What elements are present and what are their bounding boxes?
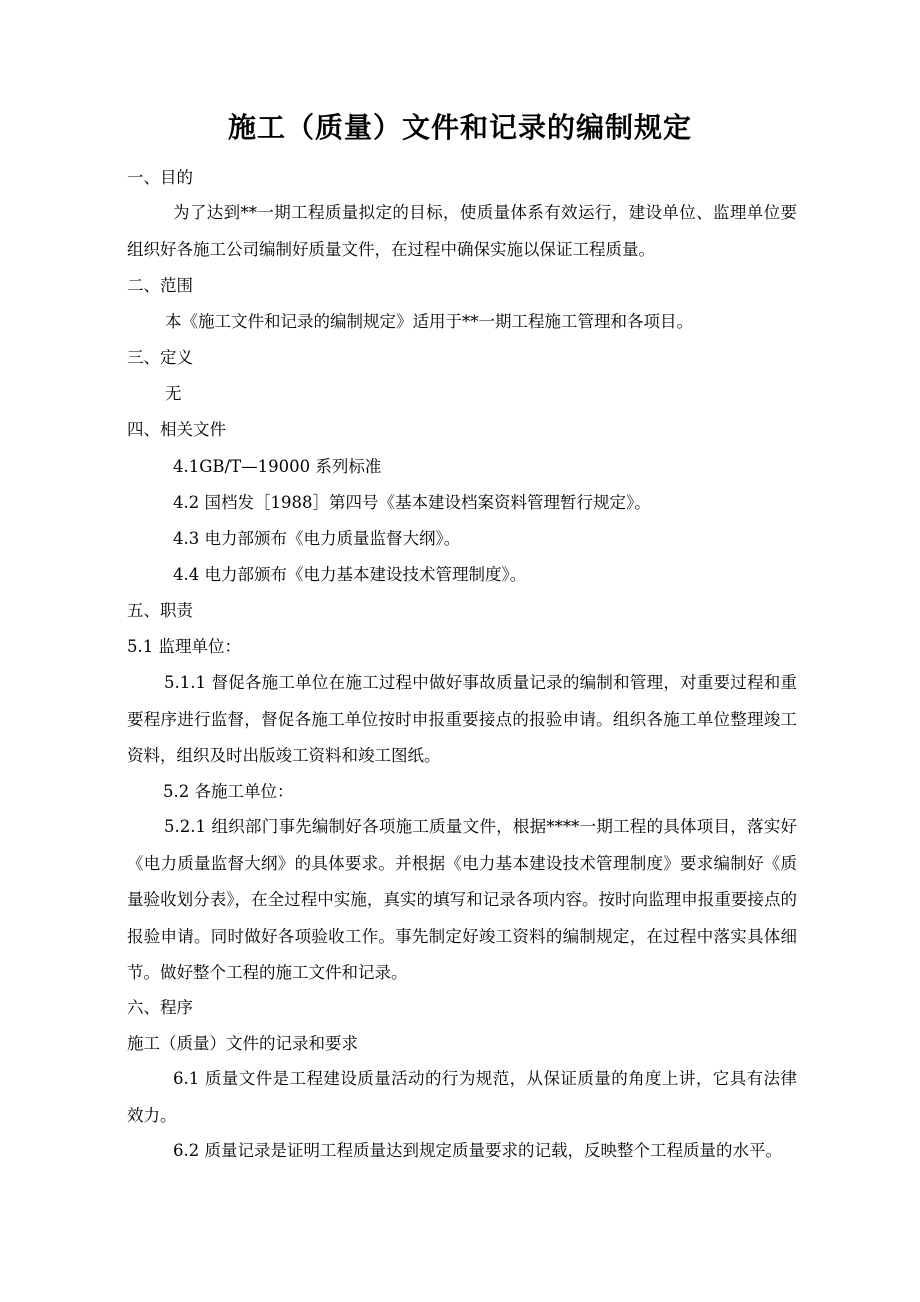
section-heading-definitions: 三、定义: [127, 348, 193, 367]
section-body-definitions: 无: [165, 384, 182, 403]
subsection-heading-supervisor: 5.1 监理单位：: [127, 637, 241, 656]
procedure-item-6-1: 6.1 质量文件是工程建设质量活动的行为规范，从保证质量的角度上讲，它具有法律效力。: [127, 1069, 797, 1125]
related-doc-item: 4.2 国档发［1988］第四号《基本建设档案资料管理暂行规定》。: [173, 493, 651, 512]
related-doc-item: 4.3 电力部颁布《电力质量监督大纲》。: [173, 529, 461, 548]
related-doc-item: 4.1GB/T—19000 系列标准: [173, 457, 382, 476]
subsection-body-contractors: 5.2.1 组织部门事先编制好各项施工质量文件，根据****一期工程的具体项目，落实好《电力质量监督大纲》的具体要求。并根据《电力基本建设技术管理制度》要求编制好《质量验收划分表》，在全过程中实施，真实的填写和记录各项内容。按时向监理申报重要接点的报验申请。同时做好各项验收工作。事先制定好竣工资料的编制规定，在过程中落实具体细节。做好整个工程的施工文件和记录。: [127, 817, 797, 982]
subsection-heading-records: 施工（质量）文件的记录和要求: [127, 1034, 358, 1053]
section-body-purpose: 为了达到**一期工程质量拟定的目标，使质量体系有效运行，建设单位、监理单位要组织好各施工公司编制好质量文件，在过程中确保实施以保证工程质量。: [127, 203, 797, 259]
subsection-body-supervisor: 5.1.1 督促各施工单位在施工过程中做好事故质量记录的编制和管理，对重要过程和重要程序进行监督，督促各施工单位按时申报重要接点的报验申请。组织各施工单位整理竣工资料，组织及时出版竣工资料和竣工图纸。: [127, 673, 797, 765]
section-body-scope: 本《施工文件和记录的编制规定》适用于**一期工程施工管理和各项目。: [165, 312, 693, 331]
section-heading-purpose: 一、目的: [127, 168, 193, 187]
section-heading-related-docs: 四、相关文件: [127, 420, 226, 439]
procedure-item-6-2: 6.2 质量记录是证明工程质量达到规定质量要求的记载，反映整个工程质量的水平。: [173, 1141, 782, 1160]
subsection-heading-contractors: 5.2 各施工单位：: [163, 782, 294, 801]
related-doc-item: 4.4 电力部颁布《电力基本建设技术管理制度》。: [173, 565, 527, 584]
section-heading-responsibilities: 五、职责: [127, 601, 193, 620]
section-heading-scope: 二、范围: [127, 276, 193, 295]
document-title: 施工（质量）文件和记录的编制规定: [227, 111, 692, 144]
section-heading-procedure: 六、程序: [127, 998, 193, 1017]
